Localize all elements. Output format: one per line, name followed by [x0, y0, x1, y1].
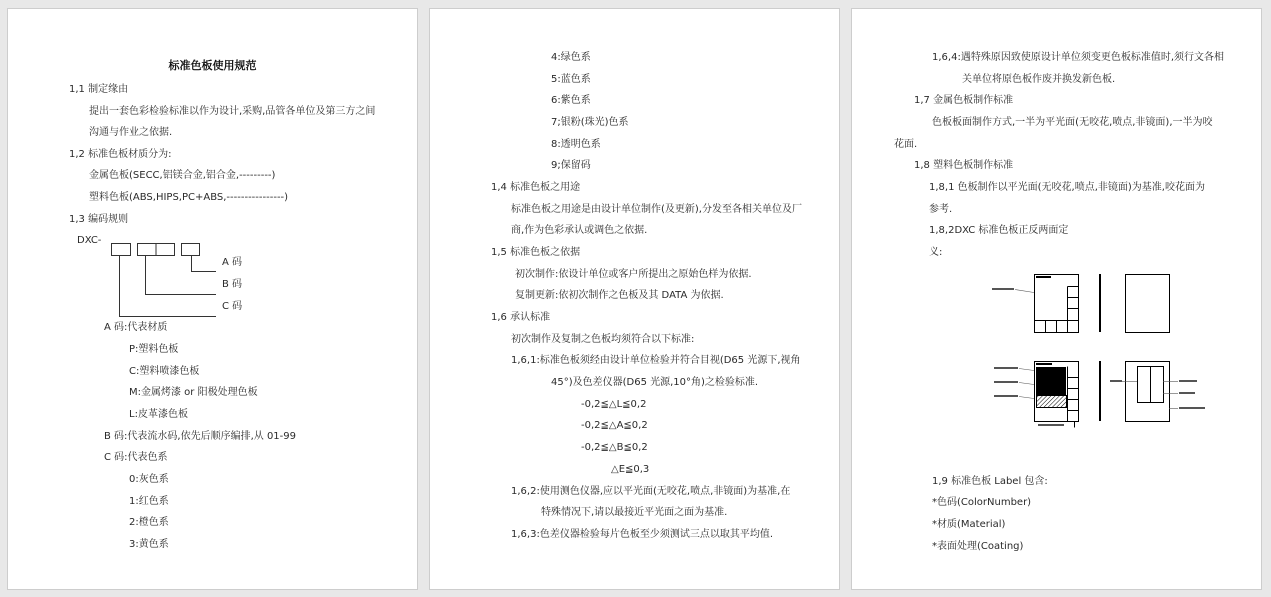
- tolerance-e: △E≦0,3: [611, 464, 650, 475]
- section-1-6-2-line: 1,6,2:使用测色仪器,应以平光面(无咬花,喷点,非镜面)为基准,在: [511, 486, 791, 497]
- section-1-4-body-line: 标准色板之用途是由设计单位制作(及更新),分发至各相关单位及厂: [511, 204, 802, 215]
- tolerance-b: -0,2≦△B≦0,2: [581, 442, 648, 453]
- material-item: 塑料色板(ABS,HIPS,PC+ABS,----------------): [89, 192, 289, 203]
- c-code-item: 6:紫色系: [551, 95, 591, 106]
- a-code-item: L:皮革漆色板: [129, 409, 188, 420]
- figure-callouts-lower-left: [994, 367, 1064, 426]
- section-1-5-item: 初次制作:依设计单位或客户所提出之原始色样为依据.: [515, 269, 752, 280]
- section-1-2-heading: 1,2 标准色板材质分为:: [69, 149, 172, 160]
- section-1-8-1-line: 参考.: [929, 204, 953, 215]
- section-1-1-body-line: 提出一套色彩检验标准以作为设计,采购,品管各单位及第三方之间: [89, 106, 376, 117]
- tolerance-l: -0,2≦△L≦0,2: [581, 399, 647, 410]
- code-label-c: C 码: [222, 301, 243, 312]
- connector-c: [120, 256, 217, 317]
- tolerance-a: -0,2≦△A≦0,2: [581, 420, 648, 431]
- code-prefix: DXC-: [77, 235, 102, 246]
- c-code-item: 4:绿色系: [551, 52, 591, 63]
- a-code-label: A 码:代表材质: [104, 322, 168, 333]
- label-content-item: *表面处理(Coating): [932, 541, 1024, 552]
- connector-b: [146, 256, 217, 295]
- c-code-label: C 码:代表色系: [104, 452, 168, 463]
- connector-a: [192, 256, 217, 272]
- b-code-label: B 码:代表流水码,依先后顺序编排,从 01-99: [104, 431, 297, 442]
- figure-callouts-lower-right: [1110, 380, 1205, 409]
- section-1-9-heading: 1,9 标准色板 Label 包含:: [932, 476, 1048, 487]
- page-3: [851, 8, 1262, 590]
- section-1-1-body-line: 沟通与作业之依据.: [89, 127, 173, 138]
- section-1-6-4-line: 1,6,4:遇特殊原因致使原设计单位须变更色板标准值时,须行文各相: [932, 52, 1224, 63]
- code-box-a: [182, 244, 200, 256]
- section-1-7-body-line: 色板板面制作方式,一半为平光面(无咬花,喷点,非镜面),一半为咬: [932, 117, 1213, 128]
- c-code-item: 7;银粉(珠光)色系: [551, 117, 629, 128]
- c-code-item: 2:橙色系: [129, 517, 169, 528]
- section-1-7-heading: 1,7 金属色板制作标准: [914, 95, 1014, 106]
- code-label-b: B 码: [222, 279, 243, 290]
- page-2: [429, 8, 840, 590]
- plate-front-figure-upper: [1035, 275, 1079, 333]
- c-code-item: 1:红色系: [129, 496, 169, 507]
- code-label-a: A 码: [222, 257, 243, 268]
- label-content-item: *色码(ColorNumber): [932, 497, 1032, 508]
- document-title: 标准色板使用规范: [168, 59, 257, 72]
- section-1-6-4-line: 关单位将原色板作废并换发新色板.: [962, 74, 1116, 85]
- plate-back-figure-lower: [1126, 362, 1170, 422]
- code-box-c: [112, 244, 131, 256]
- a-code-item: P:塑料色板: [129, 344, 179, 355]
- section-1-8-heading: 1,8 塑料色板制作标准: [914, 160, 1014, 171]
- section-1-8-2-line: 1,8,2DXC 标准色板正反两面定: [929, 225, 1069, 236]
- plate-back-figure-upper: [1126, 275, 1170, 333]
- section-1-6-intro: 初次制作及复制之色板均须符合以下标准:: [511, 334, 695, 345]
- c-code-item: 8:透明色系: [551, 139, 601, 150]
- section-1-7-body-line: 花面.: [894, 139, 918, 150]
- c-code-item: 3:黄色系: [129, 539, 169, 550]
- a-code-item: M:金属烤漆 or 阳极处理色板: [129, 387, 258, 398]
- figure-callout-upper-left: [992, 288, 1034, 293]
- page-1: [7, 8, 418, 590]
- section-1-8-1-line: 1,8,1 色板制作以平光面(无咬花,喷点,非镜面)为基准,咬花面为: [929, 182, 1205, 193]
- section-1-6-3-line: 1,6,3:色差仪器检验每片色板至少须测试三点以取其平均值.: [511, 529, 773, 540]
- label-content-item: *材质(Material): [932, 519, 1006, 530]
- section-1-6-1-line: 45°)及色差仪器(D65 光源,10°角)之检验标准.: [551, 377, 759, 388]
- section-1-5-heading: 1,5 标准色板之依据: [491, 247, 581, 258]
- material-item: 金属色板(SECC,铝镁合金,铝合金,---------): [89, 170, 276, 181]
- section-1-6-2-line: 特殊情况下,请以最接近平光面之面为基准.: [541, 507, 728, 518]
- c-code-item: 9;保留码: [551, 160, 591, 171]
- a-code-item: C:塑料喷漆色板: [129, 366, 200, 377]
- section-1-1-heading: 1,1 制定缘由: [69, 84, 129, 95]
- code-box-b: [138, 244, 175, 256]
- c-code-item: 5:蓝色系: [551, 74, 591, 85]
- section-1-6-heading: 1,6 承认标准: [491, 312, 551, 323]
- section-1-6-1-line: 1,6,1:标准色板须经由设计单位检验并符合目视(D65 光源下,视角: [511, 355, 801, 366]
- section-1-5-item: 复制更新:依初次制作之色板及其 DATA 为依据.: [515, 290, 724, 301]
- c-code-item: 0:灰色系: [129, 474, 169, 485]
- plate-front-figure-lower: [1035, 362, 1079, 428]
- section-1-4-heading: 1,4 标准色板之用途: [491, 182, 581, 193]
- section-1-8-2-line: 义:: [929, 247, 943, 258]
- section-1-4-body-line: 商,作为色彩承认或调色之依据.: [511, 225, 648, 236]
- section-1-3-heading: 1,3 编码规则: [69, 214, 129, 225]
